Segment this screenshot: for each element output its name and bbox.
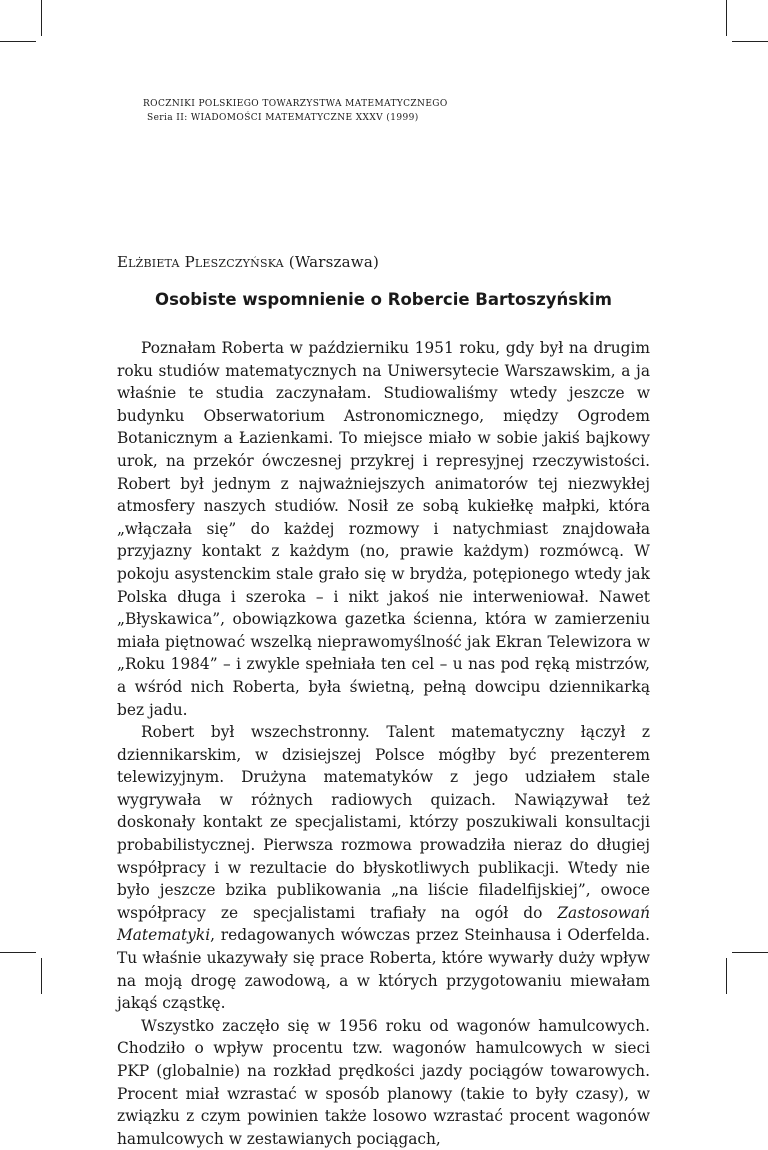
crop-mark	[41, 958, 42, 994]
crop-mark	[726, 958, 727, 994]
journal-series: Seria II: WIADOMOŚCI MATEMATYCZNE XXXV (1999)	[147, 113, 419, 123]
crop-mark	[41, 0, 42, 36]
crop-mark	[732, 41, 768, 42]
paragraph: Poznałam Roberta w październiku 1951 roku, gdy był na drugim roku studiów matematycznych na Uniwersytecie Warszawskim, a ja właśnie te studia zaczynałam. Studiowaliśmy wtedy jeszcze w budynku Obserwatorium Astronomicznego, między Ogrodem Botanicznym a Łazienkami. To miejsce miało w sobie jakiś bajkowy urok, na przekór ówczesnej przykrej i represyjnej rzeczywistości. Robert był jednym z najważniejszych animatorów tej niezwykłej atmosfery naszych studiów. Nosił ze sobą kukiełkę małpki, która „włączała się” do każdej rozmowy i natychmiast znajdowała przyjazny kontakt z każdym (no, prawie każdym) rozmówcą. W pokoju asystenckim stale grało się w brydża, potępionego wtedy jak Polska długa i szeroka – i nikt jakoś nie interweniował. Nawet „Błyskawica”, obowiązkowa gazetka ścienna, która w zamierzeniu miała piętnować wszelką nieprawomyślność jak Ekran Telewizora w „Roku 1984” – i zwykle spełniała ten cel – u nas pod ręką mistrzów, a wśród nich Roberta, była świetną, pełną dowcipu dziennikarką bez jadu.	[117, 339, 650, 719]
article-body	[117, 337, 650, 1150]
journal-reference: Zastosowań Matematyki	[117, 903, 650, 945]
paragraph: Wszystko zaczęło się w 1956 roku od wagonów hamulcowych. Chodziło o wpływ procentu tzw. wagonów hamulcowych w sieci PKP (globalnie) na rozkład prędkości jazdy pociągów towarowych. Procent miał wzrastać w sposób planowy (takie to były czasy), w związku z czym powinien także losowo wzrastać procent wagonów hamulcowych w zestawianych pociągach,	[117, 1016, 650, 1148]
journal-title: ROCZNIKI POLSKIEGO TOWARZYSTWA MATEMATYCZNEGO	[143, 99, 448, 109]
author-affiliation: (Warszawa)	[288, 253, 380, 271]
crop-mark	[726, 0, 727, 36]
journal-header	[143, 97, 448, 125]
paragraph-text: , redagowanych wówczas przez Steinhausa i Oderfelda. Tu właśnie ukazywały się prace Roberta, które wywarły duży wpływ na moją drogę zawodową, a w których przygotowaniu miewałam jakąś cząstkę.	[117, 926, 650, 1013]
article-title: Osobiste wspomnienie o Robercie Bartoszyńskim	[155, 290, 612, 309]
author-line	[117, 253, 379, 271]
paragraph	[117, 721, 650, 1015]
crop-mark	[0, 952, 36, 953]
paragraph-text: Robert był wszechstronny. Talent matematyczny łączył z dziennikarskim, w dzisiejszej Polsce mógłby być prezenterem telewizyjnym. Drużyna matematyków z jego udziałem stale wygrywała w różnych radiowych quizach. Nawiązywał też doskonały kontakt ze specjalistami, którzy poszukiwali konsultacji probabilistycznej. Pierwsza rozmowa prowadziła nieraz do długiej współpracy i w rezultacie do błyskotliwych publikacji. Wtedy nie było jeszcze bzika publikowania „na liście filadelfijskiej”, owoce współpracy ze specjalistami trafiały na ogół do	[117, 723, 650, 922]
crop-mark	[732, 952, 768, 953]
crop-mark	[0, 41, 36, 42]
author-name: Elżbieta Pleszczyńska	[117, 253, 284, 271]
